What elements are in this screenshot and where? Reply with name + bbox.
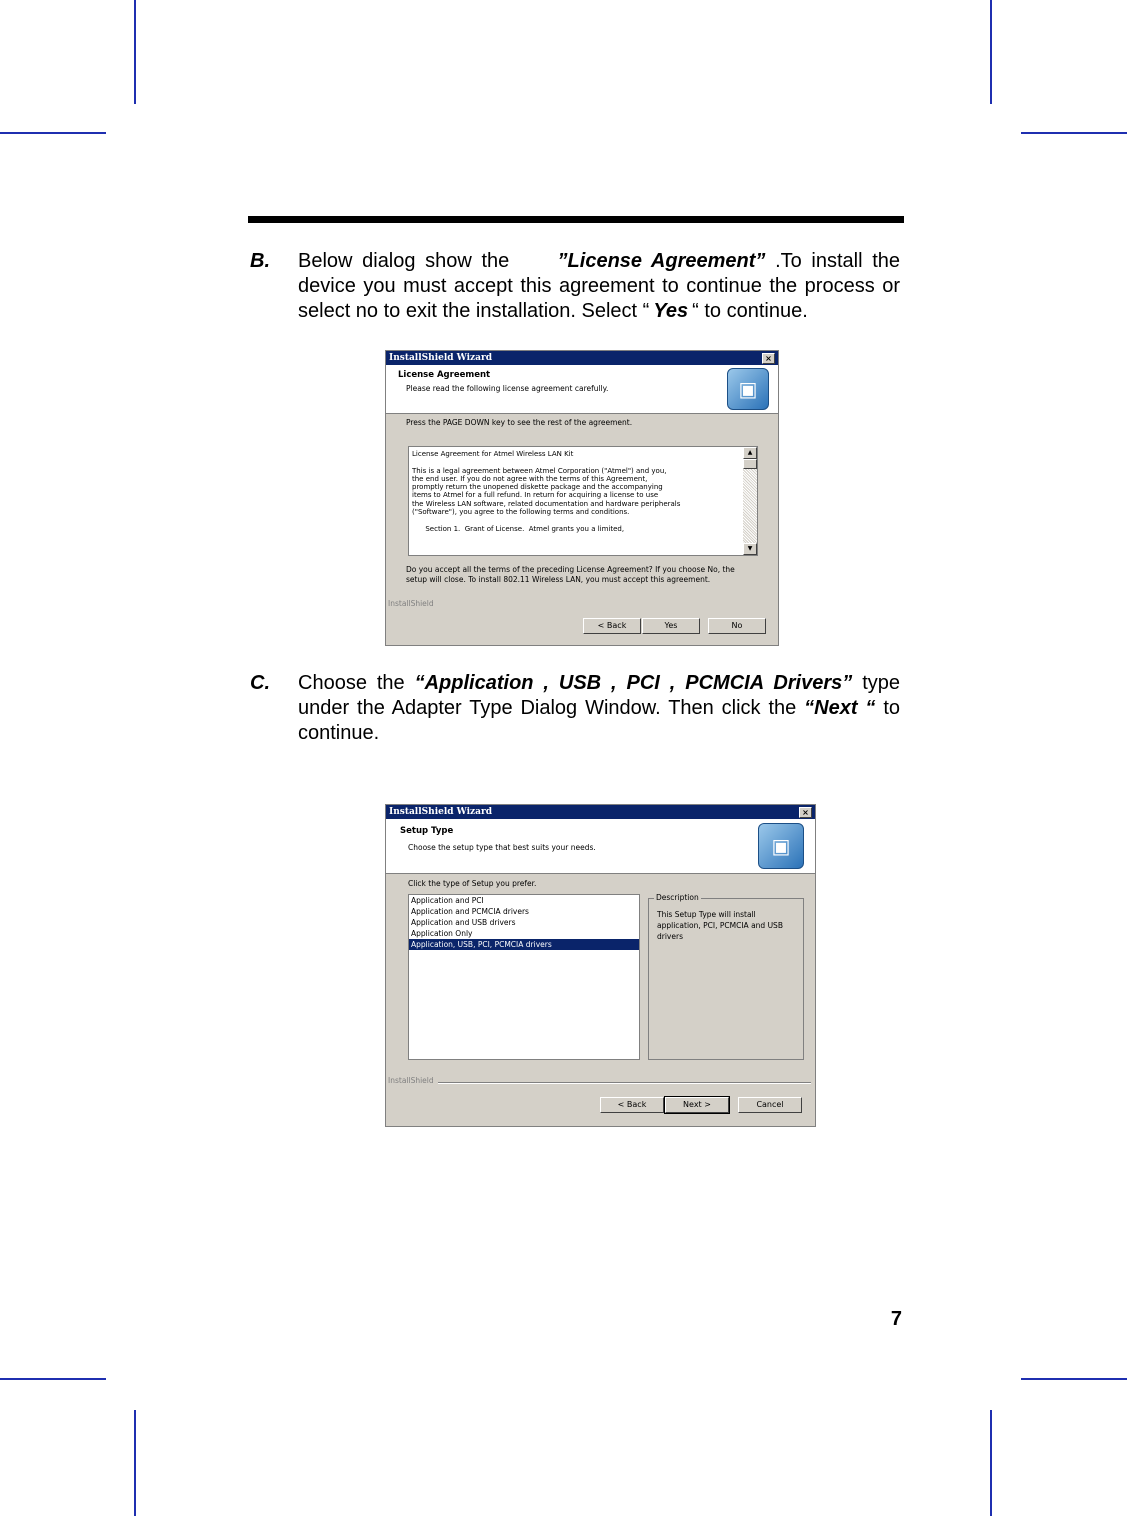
- close-icon[interactable]: ×: [799, 807, 812, 818]
- description-text: This Setup Type will install application, PCI, PCMCIA and USB drivers: [657, 910, 783, 941]
- yes-button[interactable]: Yes: [642, 618, 700, 634]
- installshield-brand: InstallShield: [388, 1076, 434, 1085]
- crop-mark: [1021, 1378, 1127, 1380]
- step-c: [250, 671, 900, 746]
- next-button[interactable]: Next >: [665, 1097, 729, 1113]
- window-title: InstallShield Wizard: [389, 807, 493, 817]
- computer-setup-icon: ▣: [727, 368, 769, 410]
- crop-mark: [1021, 132, 1127, 134]
- emphasis: “Application , USB , PCI , PCMCIA Drivers”: [414, 672, 853, 694]
- crop-mark: [134, 0, 136, 104]
- license-dialog: [385, 350, 779, 646]
- back-button[interactable]: < Back: [583, 618, 641, 634]
- header-rule: [248, 216, 904, 223]
- header-title: License Agreement: [398, 370, 491, 380]
- step-text: Choose the “Application , USB , PCI , PCMCIA Drivers” type under the Adapter Type Dialog Window. Then click the “Next “ to continue.: [298, 672, 901, 744]
- scroll-thumb[interactable]: [743, 459, 757, 469]
- step-letter: C.: [250, 672, 270, 694]
- description-label: Description: [656, 893, 699, 902]
- crop-mark: [990, 1410, 992, 1516]
- dialog-header: [386, 819, 815, 874]
- step-text: Below dialog show the ”License Agreement” .To install the device you must accept this agreement to continue the process or select no to exit the installation. Select “ Yes “ to continue.: [298, 250, 900, 322]
- question-line: Do you accept all the terms of the preceding License Agreement? If you choose No, the: [406, 565, 735, 574]
- computer-setup-icon: ▣: [758, 823, 804, 869]
- license-textbox[interactable]: [408, 446, 758, 556]
- emphasis: “Next “: [804, 697, 876, 719]
- crop-mark: [134, 1410, 136, 1516]
- no-button[interactable]: No: [708, 618, 766, 634]
- divider: [438, 1082, 811, 1084]
- list-item[interactable]: Application and PCI: [411, 896, 484, 905]
- emphasis: Yes: [653, 300, 689, 322]
- dialog-header: [386, 365, 778, 414]
- setup-type-list[interactable]: [408, 894, 640, 1060]
- back-button[interactable]: < Back: [600, 1097, 664, 1113]
- vertical-scrollbar[interactable]: [743, 447, 757, 555]
- installshield-brand: InstallShield: [388, 599, 434, 608]
- description-group: [648, 893, 804, 1060]
- header-title: Setup Type: [400, 826, 454, 836]
- list-item[interactable]: Application and USB drivers: [411, 918, 516, 927]
- cancel-button[interactable]: Cancel: [738, 1097, 802, 1113]
- emphasis: ”License Agreement”: [557, 250, 766, 272]
- header-subtitle: Please read the following license agreement carefully.: [406, 384, 609, 393]
- setup-type-dialog: [385, 804, 816, 1127]
- page-number: 7: [890, 1308, 902, 1330]
- list-item[interactable]: Application and PCMCIA drivers: [411, 907, 529, 916]
- step-b: [250, 249, 900, 324]
- crop-mark: [0, 132, 106, 134]
- step-letter: B.: [250, 250, 270, 272]
- instruction-text: Click the type of Setup you prefer.: [408, 879, 537, 888]
- header-subtitle: Choose the setup type that best suits your needs.: [408, 843, 596, 852]
- license-text: License Agreement for Atmel Wireless LAN Kit This is a legal agreement between Atmel Corporation ("Atmel") and you, the end user. If you do not agree with the terms of this Agreement, promptly return the unopened diskette package and the accompanying items to Atmel for a full refund. In return for acquiring a license to use the Wireless LAN software, related documentation and hardware peripherals ("Software"), you agree to the following terms and conditions. Section 1. Grant of License. Atmel grants you a limited,: [412, 450, 681, 533]
- scroll-up-icon[interactable]: ▲: [743, 447, 757, 459]
- question-line: setup will close. To install 802.11 Wireless LAN, you must accept this agreement.: [406, 575, 711, 584]
- instruction-text: Press the PAGE DOWN key to see the rest of the agreement.: [406, 418, 633, 427]
- crop-mark: [0, 1378, 106, 1380]
- crop-mark: [990, 0, 992, 104]
- list-item[interactable]: Application Only: [411, 929, 473, 938]
- title-bar: [386, 351, 778, 365]
- close-icon[interactable]: ×: [762, 353, 775, 364]
- scroll-down-icon[interactable]: ▼: [743, 543, 757, 555]
- title-bar: [386, 805, 815, 819]
- list-item-selected[interactable]: Application, USB, PCI, PCMCIA drivers: [409, 939, 639, 950]
- window-title: InstallShield Wizard: [389, 353, 493, 363]
